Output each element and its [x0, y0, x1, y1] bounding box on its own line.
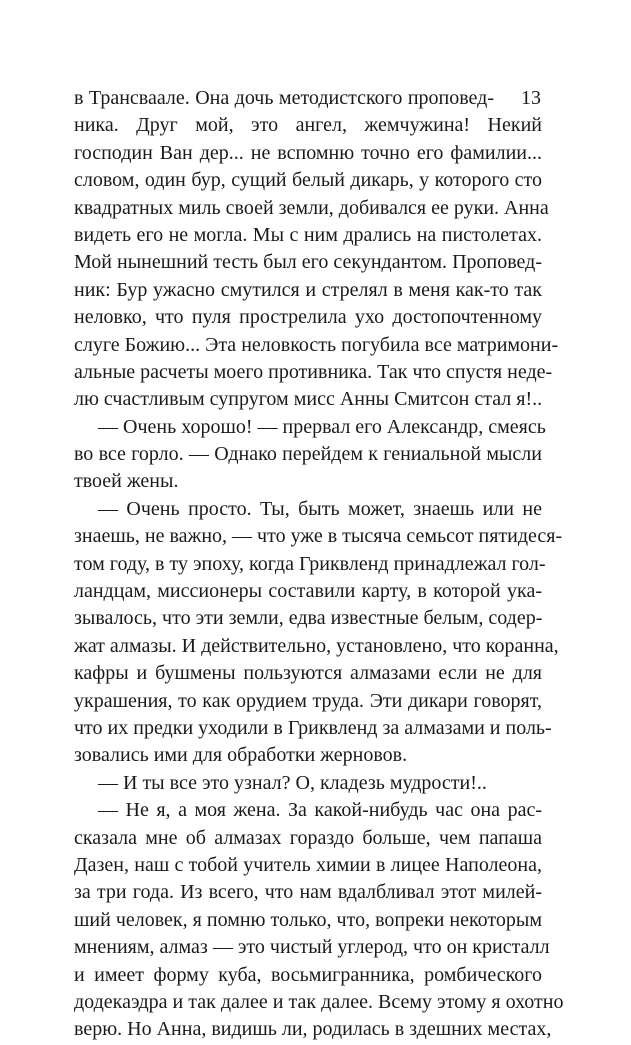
text-line: что их предки уходили в Гриквленд за алмазами и поль- [74, 716, 552, 739]
text-line: зовались ими для обработки жерновов. [74, 744, 408, 767]
text-line: и имеет форму куба, восьмигранника, ромбического [74, 963, 542, 986]
text-line: ландцам, миссионеры составили карту, в которой ука- [74, 580, 542, 603]
text-line: — Очень просто. Ты, быть может, знаешь или не [98, 497, 542, 520]
text-line: словом, один бур, сущий белый дикарь, у которого сто [74, 169, 542, 192]
text-line: — Не я, а моя жена. За какой-нибудь час она рас- [98, 799, 542, 822]
text-line: — И ты все это узнал? О, кладезь мудрости!.. [98, 771, 487, 794]
text-line: знаешь, не важно, — что уже в тысяча семьсот пятидеся- [74, 525, 563, 548]
text-line: кафры и бушмены пользуются алмазами если не для [74, 662, 542, 685]
text-line: додекаэдра и так далее и так далее. Всему этому я охотно [74, 990, 564, 1013]
text-line: твоей жены. [74, 470, 179, 493]
text-line: украшения, то как орудием труда. Эти дикари говорят, [74, 689, 542, 712]
text-line: во все горло. — Однако перейдем к гениальной мысли [74, 443, 542, 466]
text-line: — Очень хорошо! — прервал его Александр, смеясь [98, 415, 546, 438]
text-line: альные расчеты моего противника. Так что спустя неде- [74, 360, 553, 383]
text-line: жат алмазы. И действительно, установлено, что коранна, [74, 634, 559, 657]
text-line: лю счастливым супругом мисс Анны Смитсон стал я!.. [74, 388, 543, 411]
text-line: слуге Божию... Эта неловкость погубила все матримони- [74, 333, 559, 356]
text-line: неловко, что пуля прострелила ухо достопочтенному [74, 306, 542, 329]
text-line: квадратных миль своей земли, добивался ее руки. Анна [74, 196, 549, 219]
text-line: ник: Бур ужасно смутился и стрелял в меня как-то так [74, 278, 542, 301]
text-line: том году, в ту эпоху, когда Гриквленд принадлежал гол- [74, 552, 546, 575]
text-line: видеть его не могла. Мы с ним дрались на пистолетах. [74, 223, 542, 246]
text-line: за три года. Из всего, что нам вдалбливал этот милей- [74, 881, 542, 904]
text-line: мнениям, алмаз — это чистый углерод, что он кристалл [74, 936, 550, 959]
text-line: ший человек, я помню только, что, вопреки некоторым [74, 908, 542, 931]
text-line: зывалось, что эти земли, едва известные белым, содер- [74, 607, 543, 630]
text-line: верю. Но Анна, видишь ли, родилась в здешних местах, [74, 1018, 552, 1041]
body-text [74, 86, 564, 1045]
page-number: 13 [521, 87, 541, 109]
text-line: ника. Друг мой, это ангел, жемчужина! Некий [74, 114, 542, 137]
text-line: Дазен, наш с тобой учитель химии в лицее Наполеона, [74, 853, 542, 876]
text-line: Мой нынешний тесть был его секундантом. Проповед- [74, 251, 542, 274]
text-line: господин Ван дер... не вспомню точно его фамилии... [74, 141, 542, 164]
text-line: в Трансваале. Она дочь методистского проповед- [74, 87, 494, 109]
text-line: сказала мне об алмазах гораздо больше, чем папаша [74, 826, 542, 849]
